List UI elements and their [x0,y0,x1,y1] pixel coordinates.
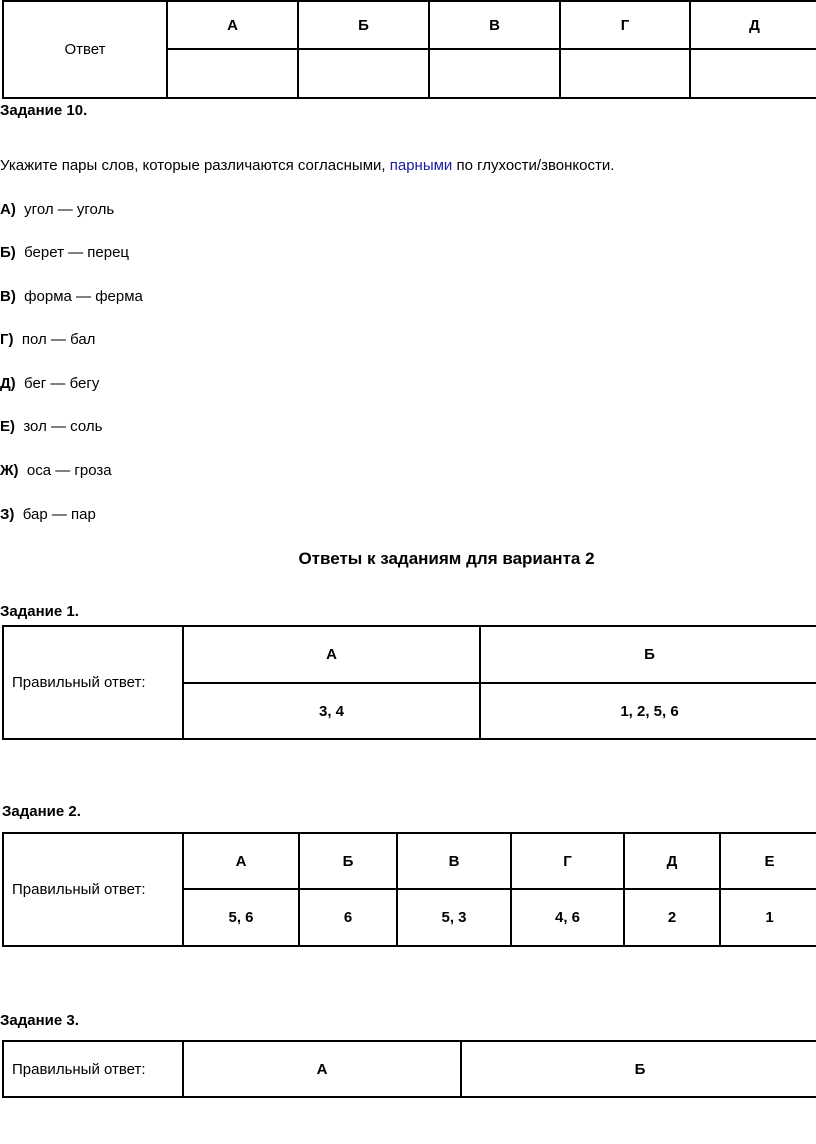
answer-table-task1 [2,625,816,740]
answer-header-cell: А [183,626,480,683]
answers-title: Ответы к заданиям для варианта 2 [298,549,595,568]
answer-value-cell: 3, 4 [183,683,480,739]
task2-heading: Задание 2. [2,803,81,820]
option-text: оса — гроза [26,462,112,479]
answer-header-cell: Б [461,1041,816,1097]
task10-option [0,288,143,305]
answer-row-label: Правильный ответ: [3,833,183,946]
option-text: зол — соль [23,418,103,435]
answer-input-cell[interactable] [560,49,690,98]
option-letter: Б) [0,244,16,261]
answer-header-cell: Д [690,1,816,49]
answer-table-task9 [2,0,816,99]
answer-input-cell[interactable] [167,49,298,98]
option-text: форма — ферма [24,288,143,305]
answer-value-cell: 1, 2, 5, 6 [480,683,816,739]
answer-value-cell: 1 [720,889,816,946]
answer-value-cell: 4, 6 [511,889,624,946]
answer-header-cell: Г [511,833,624,889]
answer-header-cell: Д [624,833,720,889]
answer-input-cell[interactable] [690,49,816,98]
answer-value-cell: 2 [624,889,720,946]
option-letter: В) [0,288,16,305]
answer-header-cell: В [429,1,560,49]
answer-input-cell[interactable] [298,49,429,98]
task10-option [0,375,99,392]
option-letter: Д) [0,375,16,392]
answer-header-cell: А [183,1041,461,1097]
task10-heading: Задание 10. [0,102,88,119]
task10-prompt-before: Укажите пары слов, которые различаются согласными, [0,157,390,174]
answer-row-label: Правильный ответ: [3,1041,183,1097]
option-text: бар — пар [22,506,96,523]
answer-value-cell: 5, 6 [183,889,299,946]
task10-prompt-after: по глухости/звонкости. [452,157,615,174]
answer-header-cell: Г [560,1,690,49]
option-text: бег — бегу [24,375,100,392]
task10-option [0,462,112,479]
task10-option [0,506,96,523]
option-letter: Г) [0,331,14,348]
answer-header-cell: Б [299,833,397,889]
answer-row-label: Ответ [3,1,167,98]
option-letter: З) [0,506,15,523]
answer-header-cell: Б [480,626,816,683]
answer-header-cell: А [167,1,298,49]
option-letter: А) [0,201,16,218]
option-letter: Е) [0,418,15,435]
answer-input-cell[interactable] [429,49,560,98]
task1-heading: Задание 1. [0,603,79,620]
task10-option [0,201,114,218]
answer-header-cell: Б [298,1,429,49]
option-text: пол — бал [21,331,96,348]
task10-prompt [0,157,614,174]
answer-value-cell: 6 [299,889,397,946]
answer-row-label: Правильный ответ: [3,626,183,739]
option-text: берет — перец [24,244,130,261]
answer-header-cell: Е [720,833,816,889]
answer-header-cell: А [183,833,299,889]
answer-header-cell: В [397,833,511,889]
task3-heading: Задание 3. [0,1012,79,1029]
answer-value-cell: 5, 3 [397,889,511,946]
task10-prompt-highlight: парными [389,157,453,174]
task10-option [0,244,129,261]
task10-option [0,331,95,348]
answer-table-task2 [2,832,816,947]
option-letter: Ж) [0,462,19,479]
task10-option [0,418,102,435]
option-text: угол — уголь [24,201,115,218]
answer-table-task3 [2,1040,816,1098]
